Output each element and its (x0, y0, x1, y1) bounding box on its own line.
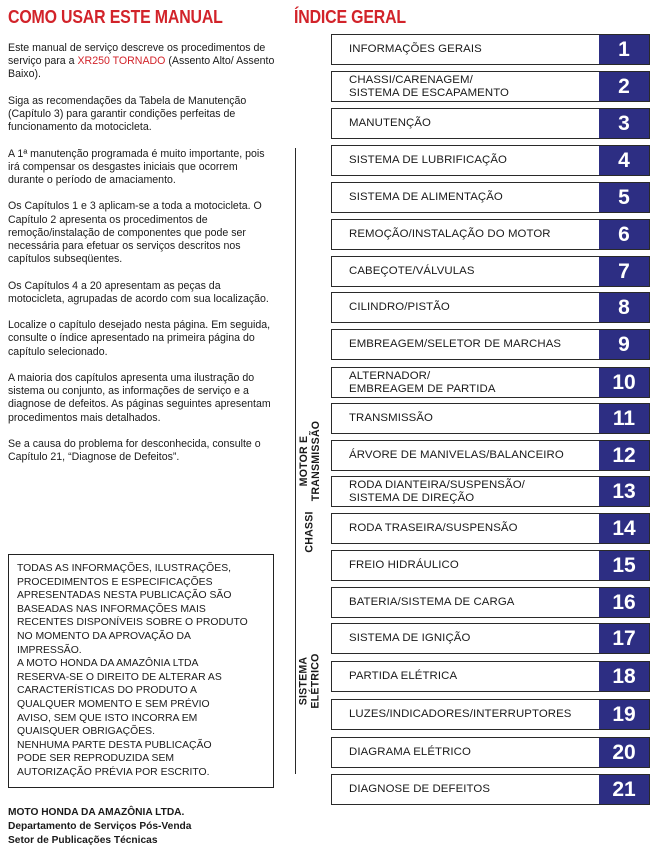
intro-paragraph-4: Os Capítulos 1 e 3 aplicam-se a toda a motocicleta. O Capítulo 2 apresenta os procedimentos de remoção/instalação de componentes que pode ser necessária para efetuar os serviços descritos nos capítulos subseqüentes. (8, 200, 262, 266)
group-chassi (295, 478, 317, 585)
company-info (8, 806, 278, 848)
chapter-entry[interactable] (331, 145, 650, 176)
chapter-number: 3 (599, 109, 649, 138)
intro-paragraph-8: Se a causa do problema for desconhecida, consulte o Capítulo 21, “Diagnose de Defeitos”. (8, 437, 261, 464)
chapter-entry[interactable] (331, 108, 650, 139)
chapter-title: EMBREAGEM/SELETOR DE MARCHAS (349, 338, 562, 350)
chapter-title: INFORMAÇÕES GERAIS (349, 43, 482, 55)
chapter-number: 16 (599, 588, 649, 617)
chapter-number: 2 (599, 72, 649, 101)
chapter-title: ALTERNADOR/ EMBREAGEM DE PARTIDA (349, 369, 496, 395)
chapter-entry[interactable] (331, 367, 650, 398)
chapter-entry[interactable] (331, 550, 650, 581)
chapter-title: MANUTENÇÃO (349, 117, 432, 129)
intro-text (8, 42, 276, 478)
chapter-entry[interactable] (331, 440, 650, 471)
chapter-entry[interactable] (331, 737, 650, 768)
chapter-title: SISTEMA DE IGNIÇÃO (349, 632, 471, 644)
intro-paragraph-5: Os Capítulos 4 a 20 apresentam as peças da motocicleta, agrupadas de acordo com sua localização. (8, 279, 269, 305)
chapter-number: 5 (599, 183, 649, 212)
chapter-number: 6 (599, 220, 649, 249)
company-department: Departamento de Serviços Pós-Venda (8, 821, 192, 832)
manual-heading: COMO USAR ESTE MANUAL (8, 6, 223, 27)
chapter-number: 8 (599, 293, 649, 322)
model-name: XR250 TORNADO (77, 55, 166, 68)
chapter-number: 10 (599, 368, 649, 397)
chapter-entry[interactable] (331, 661, 650, 692)
chapter-title: RODA TRASEIRA/SUSPENSÃO (349, 522, 518, 534)
chapter-number: 1 (599, 35, 649, 64)
intro-paragraph-6: Localize o capítulo desejado nesta página. Em seguida, consulte o índice apresentado na primeira página do capítulo selecionado. (8, 319, 271, 358)
intro-paragraph-1: Este manual de serviço descreve os procedimentos de serviço para a XR250 TORNADO (Assento Alto/ Assento Baixo). (8, 42, 275, 81)
chapter-title: CILINDRO/PISTÃO (349, 301, 450, 313)
group-sistema-eletrico (295, 589, 323, 772)
chapter-entry[interactable] (331, 623, 650, 654)
chapter-entry[interactable] (331, 403, 650, 434)
chapter-number: 19 (599, 700, 649, 729)
chapter-entry[interactable] (331, 476, 650, 507)
chapter-number: 12 (599, 441, 649, 470)
chapter-entry[interactable] (331, 219, 650, 250)
chapter-number: 7 (599, 257, 649, 286)
chapter-number: 14 (599, 514, 649, 543)
chapter-entry[interactable] (331, 292, 650, 323)
chapter-title: BATERIA/SISTEMA DE CARGA (349, 596, 515, 608)
chapter-entry[interactable] (331, 699, 650, 730)
chapter-entry[interactable] (331, 513, 650, 544)
chapter-title: SISTEMA DE LUBRIFICAÇÃO (349, 154, 508, 166)
chapter-title: DIAGRAMA ELÉTRICO (349, 746, 471, 758)
chapter-title: ÁRVORE DE MANIVELAS/BALANCEIRO (349, 449, 564, 461)
chapter-entry[interactable] (331, 182, 650, 213)
chapter-number: 4 (599, 146, 649, 175)
disclaimer-box (8, 554, 274, 788)
chapter-number: 20 (599, 738, 649, 767)
group-label-motor: MOTOR E TRANSMISSÃO (298, 420, 323, 502)
group-label-chassi: CHASSI (304, 510, 317, 553)
chapter-title: SISTEMA DE ALIMENTAÇÃO (349, 191, 503, 203)
group-label-eletrico: SISTEMA ELÉTRICO (298, 652, 323, 709)
manual-heading-wrap (8, 6, 278, 28)
chapter-title: TRANSMISSÃO (349, 412, 434, 424)
chapter-number: 21 (599, 775, 649, 804)
chapter-number: 15 (599, 551, 649, 580)
intro-paragraph-2: Siga as recomendações da Tabela de Manutenção (Capítulo 3) para garantir condições perfeitas de funcionamento da motocicleta. (8, 94, 247, 134)
chapter-title: CABEÇOTE/VÁLVULAS (349, 265, 475, 277)
chapter-number: 18 (599, 662, 649, 691)
disclaimer-text: TODAS AS INFORMAÇÕES, ILUSTRAÇÕES, PROCEDIMENTOS E ESPECIFICAÇÕES APRESENTADAS NESTA PUBLICAÇÃO SÃO BASEADAS NAS INFORMAÇÕES MAIS RECENTES DISPONÍVEIS SOBRE O PRODUTO NO MOMENTO DA APROVAÇÃO DA IMPRESSÃO. A MOTO HONDA DA AMAZÔNIA LTDA RESERVA-SE O DIREITO DE ALTERAR AS CARACTERÍSTICAS DO PRODUTO A QUALQUER MOMENTO E SEM PRÉVIO AVISO, SEM QUE ISTO INCORRA EM QUAISQUER OBRIGAÇÕES. NENHUMA PARTE DESTA PUBLICAÇÃO PODE SER REPRODUZIDA SEM AUTORIZAÇÃO PRÉVIA POR ESCRITO. (17, 563, 248, 778)
chapter-entry[interactable] (331, 329, 650, 360)
chapter-title: RODA DIANTEIRA/SUSPENSÃO/ SISTEMA DE DIREÇÃO (349, 478, 525, 504)
chapter-title: DIAGNOSE DE DEFEITOS (349, 783, 491, 795)
chapter-number: 13 (599, 477, 649, 506)
intro-paragraph-3: A 1ª manutenção programada é muito importante, pois irá compensar os desgastes iniciais que ocorrem durante o período de amaciamento. (8, 147, 265, 186)
chapter-title: FREIO HIDRÁULICO (349, 559, 459, 571)
chapter-entry[interactable] (331, 71, 650, 102)
company-name: MOTO HONDA DA AMAZÔNIA LTDA. (8, 807, 185, 818)
company-sector: Setor de Publicações Técnicas (8, 835, 158, 846)
chapter-number: 9 (599, 330, 649, 359)
chapter-title: LUZES/INDICADORES/INTERRUPTORES (349, 708, 572, 720)
intro-paragraph-7: A maioria dos capítulos apresenta uma ilustração do sistema ou conjunto, as informações de serviço e a diagnose de defeitos. As páginas seguintes apresentam procedimentos mais detalhados. (8, 371, 271, 424)
chapter-entry[interactable] (331, 587, 650, 618)
chapter-title: REMOÇÃO/INSTALAÇÃO DO MOTOR (349, 228, 551, 240)
index-heading: ÍNDICE GERAL (294, 6, 406, 27)
index-heading-wrap (294, 6, 424, 28)
chapter-title: PARTIDA ELÉTRICA (349, 670, 458, 682)
chapter-title: CHASSI/CARENAGEM/ SISTEMA DE ESCAPAMENTO (349, 73, 510, 99)
chapter-number: 17 (599, 624, 649, 653)
chapter-entry[interactable] (331, 774, 650, 805)
chapter-entry[interactable] (331, 256, 650, 287)
chapter-entry[interactable] (331, 34, 650, 65)
chapter-number: 11 (599, 404, 649, 433)
